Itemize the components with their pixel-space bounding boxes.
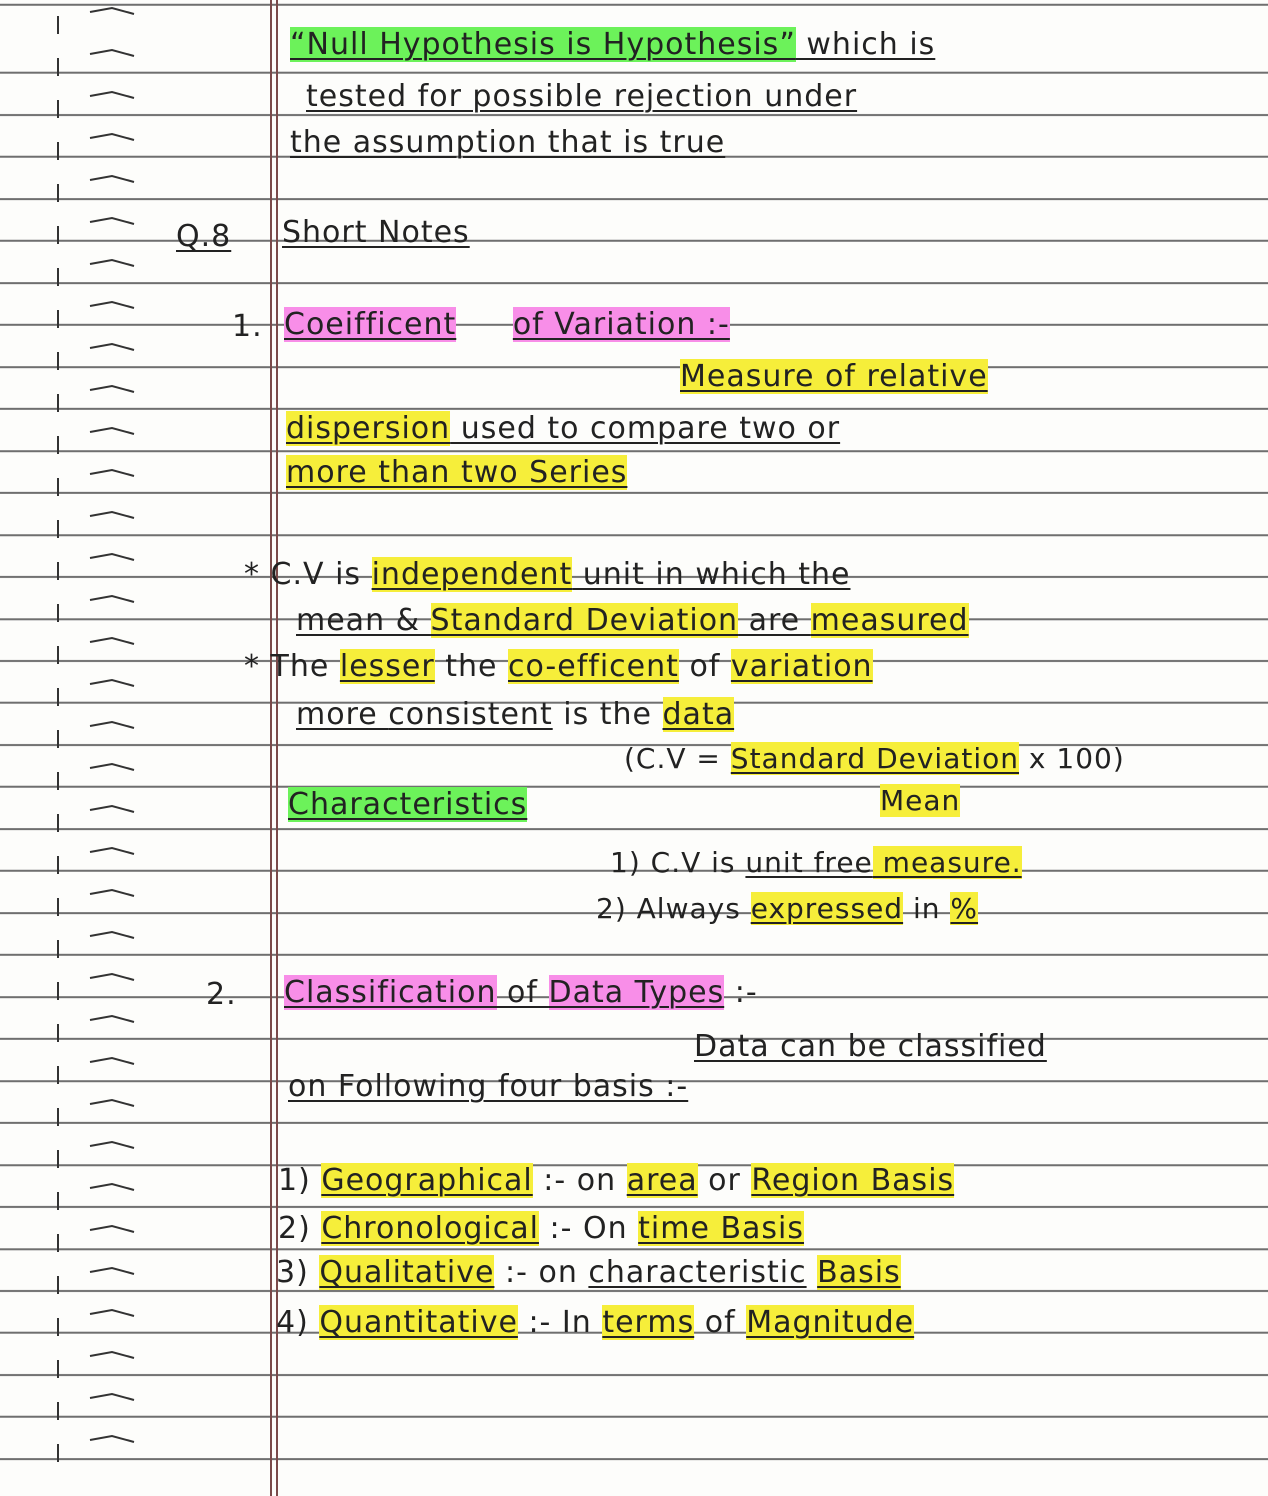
section1-star-3a: * The	[244, 649, 340, 684]
spiral-mark	[90, 512, 134, 518]
spiral-mark	[90, 1058, 134, 1064]
section1-def-2	[286, 412, 840, 446]
section2-item-3d: characteristic	[588, 1255, 807, 1290]
spiral-mark	[90, 1436, 134, 1442]
spiral-mark	[90, 1394, 134, 1400]
spiral-binding-marks	[50, 0, 140, 1496]
spiral-mark	[90, 1184, 134, 1190]
section1-star-4c: is the	[552, 697, 663, 732]
spiral-mark	[90, 134, 134, 140]
section2-item-2c: :- On	[538, 1211, 639, 1246]
spiral-mark	[90, 302, 134, 308]
section1-def-1	[680, 360, 988, 394]
null-hypothesis-line-3	[290, 126, 725, 160]
spiral-mark	[90, 470, 134, 476]
spiral-mark	[90, 260, 134, 266]
spiral-mark	[90, 386, 134, 392]
section1-star-2	[296, 604, 969, 638]
spiral-mark	[90, 554, 134, 560]
spiral-mark	[90, 806, 134, 812]
section2-item-1b: Geographical	[321, 1163, 533, 1198]
section1-star-4a: more	[296, 697, 389, 732]
spiral-mark	[90, 890, 134, 896]
section2-heading-d: :-	[724, 975, 758, 1010]
section2-item-2a: 2)	[278, 1211, 322, 1246]
section1-star-4	[296, 698, 734, 732]
section2-number	[206, 978, 237, 1012]
section1-star-2b: Standard Deviation	[430, 603, 739, 638]
null-hypothesis-line-1	[290, 28, 935, 62]
margin-line-left	[270, 0, 272, 1496]
section1-char-2a: 2) Always	[596, 892, 751, 925]
section2-item-3e	[807, 1255, 818, 1290]
spiral-mark	[90, 1268, 134, 1274]
section1-heading-a: Coeifficent	[284, 307, 457, 342]
section1-star-3f: variation	[730, 649, 873, 684]
spiral-mark	[90, 638, 134, 644]
spiral-mark	[90, 92, 134, 98]
null-hypothesis-line-3-text: the assumption that is true	[290, 125, 726, 160]
spiral-mark	[90, 1226, 134, 1232]
spiral-mark	[90, 1352, 134, 1358]
section1-char-1b: unit free	[745, 846, 873, 879]
section1-def-3-text: more than two Series	[286, 455, 628, 490]
spiral-mark	[90, 344, 134, 350]
section1-def-3	[286, 456, 627, 490]
null-hypothesis-line-2-text: tested for possible rejection under	[306, 79, 858, 114]
section1-heading-b: of Variation :-	[512, 307, 730, 342]
null-hypothesis-quote: “Null Hypothesis is Hypothesis”	[290, 27, 796, 62]
section1-characteristics	[288, 788, 527, 822]
section1-char-1a: 1) C.V is	[610, 846, 746, 879]
section1-formula-c: x 100)	[1019, 742, 1125, 775]
section2-item-1d: area	[626, 1163, 698, 1198]
section2-item-1e: or	[697, 1163, 752, 1198]
spiral-mark	[90, 1100, 134, 1106]
spiral-mark	[90, 764, 134, 770]
section1-def-2a: dispersion	[286, 411, 451, 446]
section2-heading-c: Data Types	[548, 975, 725, 1010]
section1-star-3	[244, 650, 873, 684]
section1-star-2d: measured	[810, 603, 969, 638]
section2-item-4a: 4)	[276, 1305, 320, 1340]
section1-star-3c: the	[434, 649, 509, 684]
section1-star-3e: of	[678, 649, 731, 684]
spiral-mark	[90, 596, 134, 602]
section2-item-1c: :- on	[532, 1163, 627, 1198]
section2-item-3a: 3)	[276, 1255, 320, 1290]
spiral-mark	[90, 50, 134, 56]
section2-item-2	[278, 1212, 804, 1246]
section1-formula	[624, 742, 1125, 776]
spiral-mark	[90, 848, 134, 854]
section2-item-4e: of	[694, 1305, 747, 1340]
section1-heading	[284, 308, 730, 342]
q8-title	[282, 216, 470, 250]
section2-item-4f: Magnitude	[746, 1305, 915, 1340]
section1-star-1b: independent	[371, 557, 573, 592]
section2-item-4d: terms	[602, 1305, 695, 1340]
section2-heading-b: of	[496, 975, 549, 1010]
section2-item-1f: Region Basis	[751, 1163, 955, 1198]
spiral-mark	[90, 8, 134, 14]
spiral-mark	[90, 176, 134, 182]
section2-item-1a: 1)	[278, 1163, 322, 1198]
section1-star-3b: lesser	[339, 649, 435, 684]
section1-formula-a: (C.V =	[624, 742, 731, 775]
section2-item-2b: Chronological	[321, 1211, 539, 1246]
spiral-mark	[90, 1310, 134, 1316]
section1-star-1c: unit in which the	[572, 557, 851, 592]
section2-intro-2	[288, 1070, 688, 1104]
section2-item-4	[276, 1306, 914, 1340]
section1-char-1	[610, 846, 1022, 880]
section2-intro-1-text: Data can be classified	[694, 1029, 1047, 1064]
section2-item-2d: time Basis	[638, 1211, 805, 1246]
section1-def-1-text: Measure of relative	[680, 359, 988, 394]
spiral-mark	[90, 932, 134, 938]
section1-star-4d: data	[662, 697, 735, 732]
section1-number	[232, 310, 263, 344]
spiral-mark	[90, 1142, 134, 1148]
section2-intro-1	[694, 1030, 1047, 1064]
section2-intro-2-text: on Following four basis :-	[288, 1069, 689, 1104]
spiral-mark	[90, 1016, 134, 1022]
section1-char-2	[596, 892, 978, 926]
q8-title-text: Short Notes	[282, 215, 470, 250]
section1-char-1c: measure.	[872, 846, 1022, 879]
q8-number-text: Q.8	[176, 219, 232, 254]
spiral-mark	[90, 680, 134, 686]
section1-char-2b: expressed	[750, 892, 904, 925]
section1-formula-den-text: Mean	[880, 784, 961, 817]
section2-item-3f: Basis	[817, 1255, 901, 1290]
section2-heading	[284, 976, 758, 1010]
section2-heading-a: Classification	[284, 975, 497, 1010]
section1-characteristics-text: Characteristics	[288, 787, 528, 822]
section1-star-4b: consistent	[388, 697, 553, 732]
section1-formula-b: Standard Deviation	[730, 742, 1020, 775]
null-hypothesis-line-2	[306, 80, 857, 114]
null-hypothesis-line-1-rest: which is	[795, 27, 936, 62]
section1-star-2a: mean &	[296, 603, 431, 638]
section2-item-3	[276, 1256, 901, 1290]
section2-item-3b: Qualitative	[319, 1255, 495, 1290]
spiral-mark	[90, 218, 134, 224]
spiral-mark	[90, 722, 134, 728]
section2-number-text: 2.	[206, 977, 237, 1012]
section2-item-4b: Quantitative	[319, 1305, 518, 1340]
section1-char-2c: in	[903, 892, 951, 925]
q8-number	[176, 220, 231, 254]
section1-number-text: 1.	[232, 309, 263, 344]
section1-star-2c: are	[738, 603, 811, 638]
section1-star-3d: co-efficent	[508, 649, 679, 684]
section1-char-2d: %	[950, 892, 979, 925]
section2-item-4c: :- In	[517, 1305, 603, 1340]
section1-formula-denominator	[880, 784, 960, 818]
section1-star-1a: * C.V is	[244, 557, 372, 592]
spiral-mark	[90, 428, 134, 434]
section2-item-1	[278, 1164, 954, 1198]
section1-star-1	[244, 558, 850, 592]
spiral-mark	[90, 974, 134, 980]
section2-item-3c: :- on	[494, 1255, 589, 1290]
section1-def-2b: used to compare two or	[450, 411, 841, 446]
